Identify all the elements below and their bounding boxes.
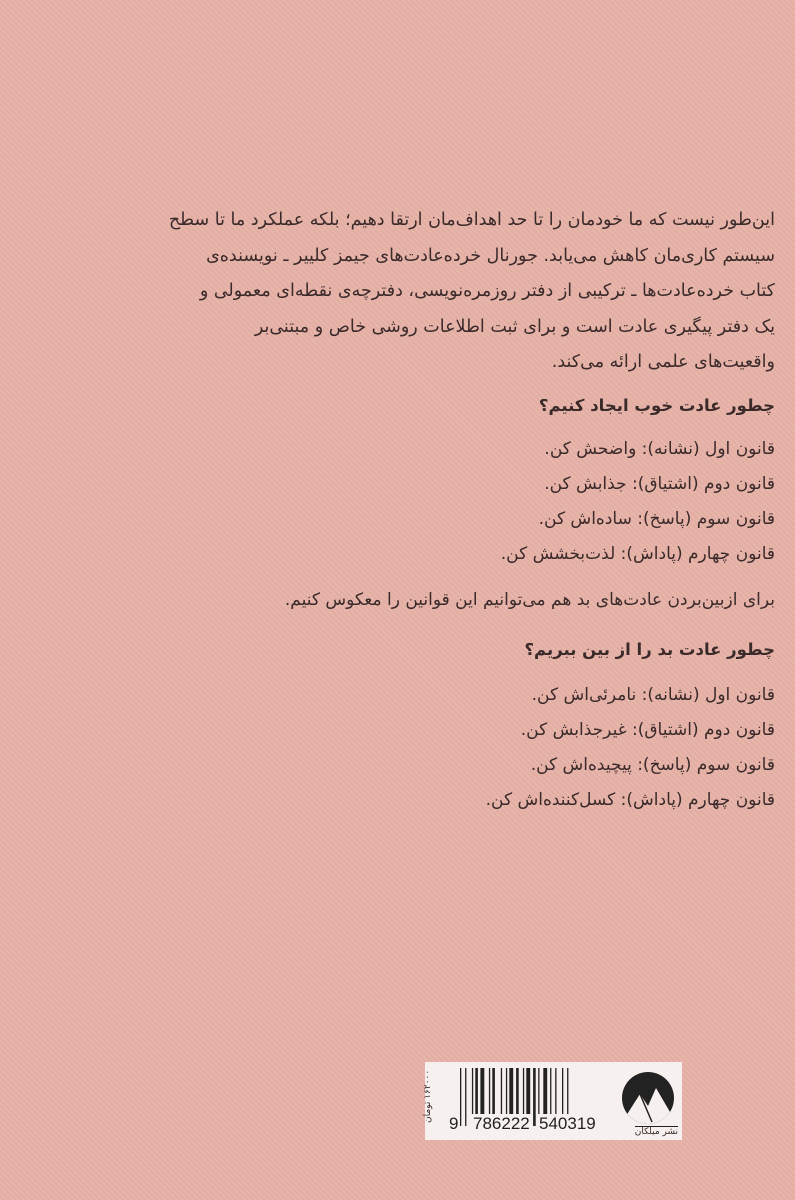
barcode-bar — [533, 1068, 536, 1126]
price-text: ۱۶۲۰۰۰ تومان — [423, 1070, 433, 1124]
barcode-group-1: 786222 — [473, 1114, 530, 1133]
bad-habits-heading: چطور عادت بد را از بین ببریم؟ — [524, 640, 775, 659]
rule-item: قانون اول (نشانه): نامرئی‌اش کن. — [531, 685, 775, 705]
intro-line: یک دفتر پیگیری عادت است و برای ثبت اطلاعات روشی خاص و مبتنی‌بر — [254, 316, 775, 337]
barcode-bar — [465, 1068, 466, 1126]
good-habits-heading: چطور عادت خوب ایجاد کنیم؟ — [538, 396, 775, 415]
rule-item: قانون چهارم (پاداش): کسل‌کننده‌اش کن. — [485, 790, 775, 810]
publisher-name: نشر میلکان — [634, 1127, 678, 1137]
publisher-logo-icon — [622, 1072, 674, 1124]
barcode-prefix: 9 — [449, 1114, 459, 1133]
good-habits-rules — [501, 432, 775, 572]
rule-item: قانون سوم (پاسخ): پیچیده‌اش کن. — [530, 755, 775, 775]
transition-text: برای ازبین‌بردن عادت‌های بد هم می‌توانیم این قوانین را معکوس کنیم. — [284, 590, 775, 610]
intro-line: سیستم کاری‌مان کاهش می‌یابد. جورنال خرده‌عادت‌های جیمز کلییر ـ نویسنده‌ی — [206, 245, 775, 266]
intro-line: این‌طور نیست که ما خودمان را تا حد اهداف‌مان ارتقا دهیم؛ بلکه عملکرد ما تا سطح — [168, 210, 775, 230]
intro-paragraph — [168, 203, 775, 381]
rule-item: قانون اول (نشانه): واضحش کن. — [544, 439, 775, 459]
rule-item: قانون سوم (پاسخ): ساده‌اش کن. — [538, 509, 775, 529]
rule-item: قانون دوم (اشتیاق): غیرجذابش کن. — [520, 720, 775, 740]
intro-line: کتاب خرده‌عادت‌ها ـ ترکیبی از دفتر روزمره‌نویسی، دفترچه‌ی نقطه‌ای معمولی و — [199, 281, 775, 301]
barcode-label — [425, 1062, 682, 1140]
intro-line: واقعیت‌های علمی ارائه می‌کند. — [551, 352, 775, 372]
barcode-group-2: 540319 — [539, 1114, 596, 1133]
rule-item: قانون چهارم (پاداش): لذت‌بخشش کن. — [500, 544, 775, 564]
bad-habits-rules — [486, 678, 775, 818]
rule-item: قانون دوم (اشتیاق): جذابش کن. — [544, 474, 775, 494]
